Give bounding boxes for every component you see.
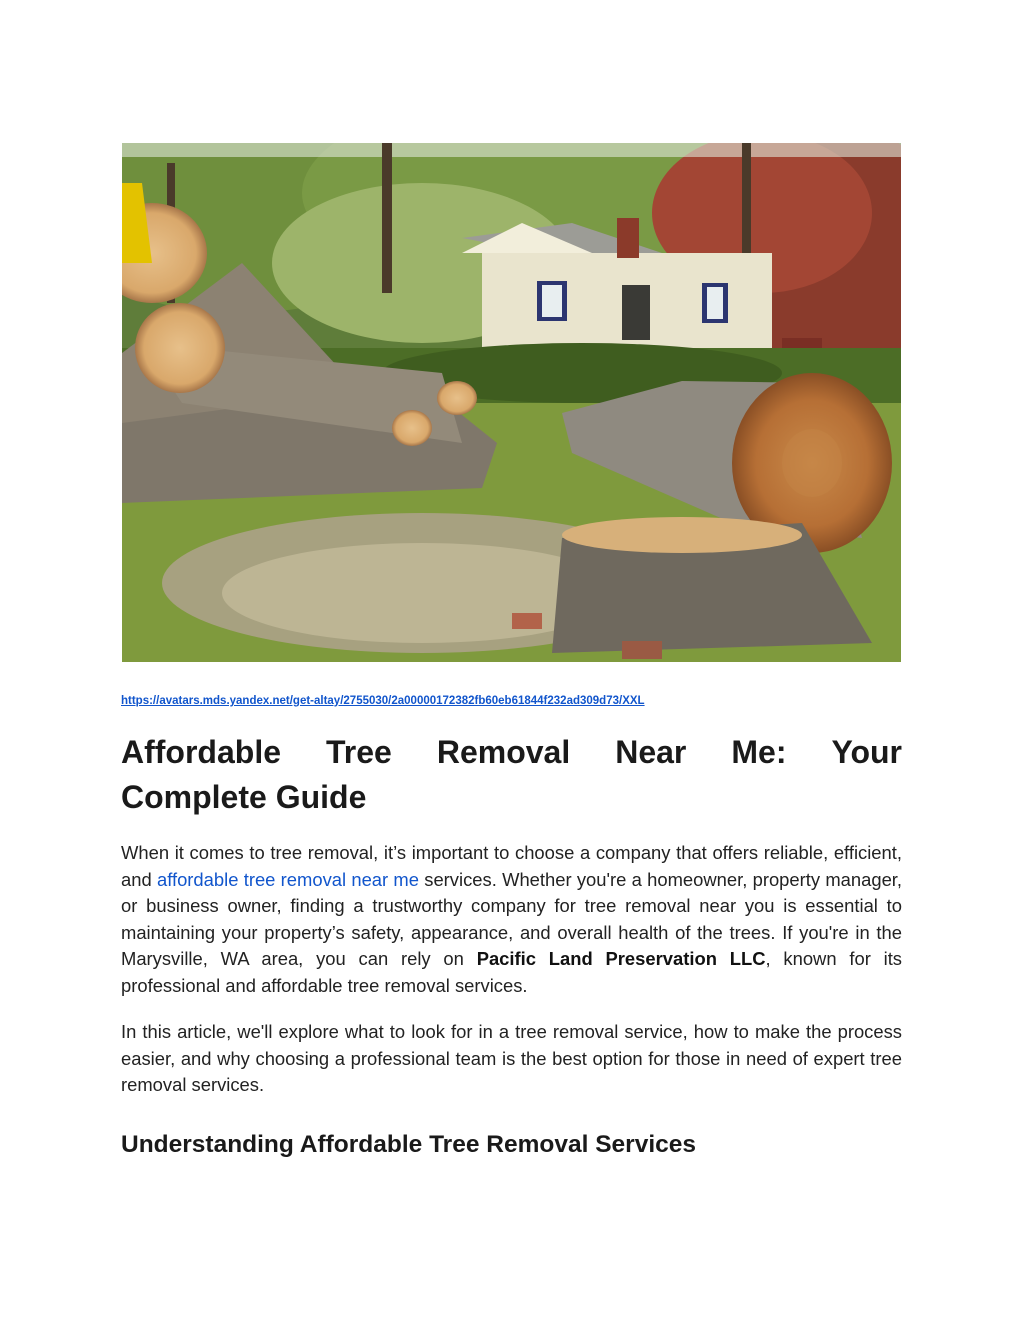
title-word: Your — [831, 734, 902, 770]
company-name: Pacific Land Preservation LLC — [476, 948, 766, 969]
title-line-2: Complete Guide — [121, 779, 367, 815]
article-overview-paragraph: In this article, we'll explore what to look for in a tree removal service, how to make the process easier, and why choosing a professional team is the best option for those in need of expert tree removal services. — [121, 1021, 902, 1095]
title-word: Me: — [731, 734, 787, 770]
title-word: Near — [615, 734, 687, 770]
affordable-tree-removal-link[interactable]: affordable tree removal near me — [156, 868, 419, 890]
title-word: Affordable — [121, 734, 281, 770]
intro-text-2: services. Whether you're a homeowner, property manager, or business owner, finding a trustworthy company for tree removal near you is essential to maintaining your property’s safety, appearance, and overall health of the trees. If you're in the Marysville, WA area, you can rely on — [121, 868, 903, 969]
intro-text-1: When it comes to tree removal, it’s important to choose a company that offers reliable, efficient, and — [121, 842, 902, 890]
tree-removal-photo — [122, 143, 901, 662]
title-word: Tree — [326, 734, 392, 770]
intro-text-3: , known for its professional and affordable tree removal services. — [121, 948, 903, 996]
intro-paragraph — [121, 840, 902, 999]
section-heading: Understanding Affordable Tree Removal Services — [121, 1131, 697, 1158]
page-title — [121, 730, 902, 820]
title-line-1 — [121, 730, 902, 775]
image-source-link[interactable]: https://avatars.mds.yandex.net/get-altay/2755030/2a00000172382fb60eb61844f232ad309d73/XXL — [121, 695, 645, 707]
title-word: Removal — [436, 734, 571, 770]
